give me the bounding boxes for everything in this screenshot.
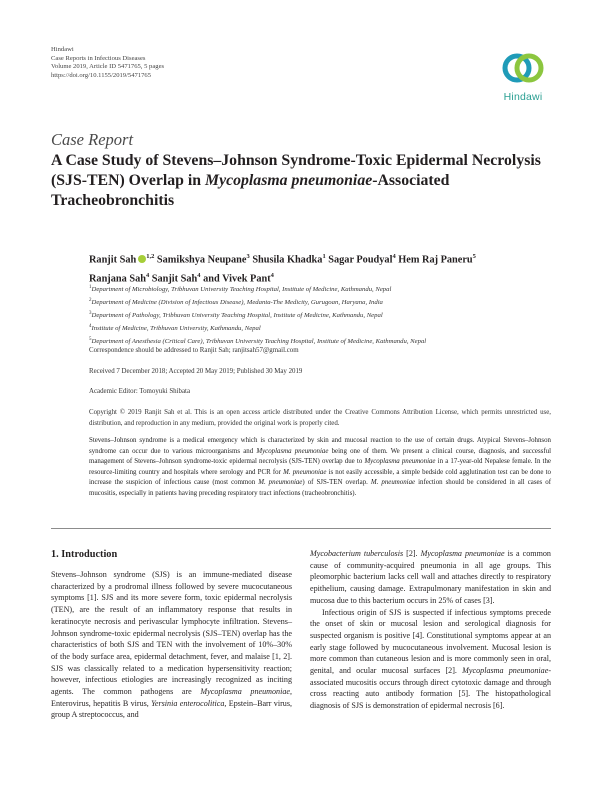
body-italic: Mycoplasma pneumoniae xyxy=(462,666,549,676)
author-list: Ranjit Sah $^{1,2}$ Samikshya Neupane$^3$ Shusila Khadka$^1$ Sagar Poudyal$^4$ Hem Raj Paneru$^5$ Ranjana Sah$^4$ Sanjit Sah$^4$ and Vivek Pant$^4$ xyxy=(89,253,476,285)
abstract xyxy=(89,436,551,499)
body-text: [2]. xyxy=(403,549,421,558)
body-italic: Yersinia enterocolitica xyxy=(151,698,225,708)
journal-meta xyxy=(51,46,164,80)
affiliation-list xyxy=(89,283,559,348)
section-divider xyxy=(51,528,551,529)
abstract-text: ) of SJS-TEN overlap. xyxy=(302,479,371,486)
abstract-italic: M. pneumoniae xyxy=(370,479,416,486)
article-title xyxy=(51,151,551,211)
author-affil: 1 xyxy=(322,253,326,260)
affiliation xyxy=(89,296,559,309)
author-name: Ranjana Sah xyxy=(89,273,146,285)
affiliation xyxy=(89,335,559,348)
abstract-italic: Mycoplasma pneumoniae xyxy=(256,447,329,455)
author-affil: 3 xyxy=(246,253,250,260)
hindawi-logo-icon xyxy=(498,50,548,86)
affiliation-number: 2 xyxy=(89,297,92,303)
publisher-name: Hindawi xyxy=(51,46,74,53)
affiliation-text: Department of Microbiology, Tribhuvan University Teaching Hospital, Institute of Medicine, Kathmandu, Nepal xyxy=(91,286,392,294)
author-name: Hem Raj Paneru xyxy=(398,254,473,266)
abstract-text: infection should be considered in all cases of mucositis, especially in patients having preceding respiratory tract infections (tracheobronchitis). xyxy=(89,479,551,497)
author-affil: 4 xyxy=(145,272,150,280)
title-part-2: -Associated Tracheobronchitis xyxy=(51,172,450,209)
affiliation xyxy=(89,322,559,335)
body-text: Infectious origin of SJS is suspected if infectious symptoms precede the onset of skin or mucosal lesion and serological diagnosis for suspected organism is positive [4]. Constitutional symptoms appear at an early stage followed by mucocutaneous involvement. Mucosal lesion is more common than cutaneous lesion and is more commonly seen in oral, genital, and ocular mucosal surfaces [2]. xyxy=(310,607,551,676)
abstract-italic: M. pneumoniae xyxy=(258,479,303,486)
abstract-text: in a 17-year-old Nepalese female. In the resource-limiting country and hospitals where serology and PCR for xyxy=(89,458,551,476)
affiliation xyxy=(89,283,559,296)
body-text: -associated mucositis occurs through direct cytotoxic damage and through cross reacting auto antibody formation [5]. The histopathological diagnosis of SJS is demonstration of epidermal necrosis [6]. xyxy=(310,666,552,711)
abstract-text: Stevens–Johnson syndrome is a medical emergency which is characterized by skin and mucosal reaction to the use of certain drugs. Atypical Stevens–Johnson syndrome can occur due to various microorganisms and xyxy=(89,437,551,455)
body-column-left xyxy=(51,549,292,721)
body-text: Stevens–Johnson syndrome (SJS) is an immune-mediated disease characterized by a prodromal illness followed by severe mucocutaneous symptoms [1]. SJS and its more severe form, toxic epidermal necrolysis (TEN), are the result of an inflammatory response that results in keratinocyte necrosis and perivascular lymphocyte infiltration. Stevens–Johnson syndrome-toxic epidermal necrolysis (SJS–TEN) overlap has the characteristics of both SJS and TEN with the involvement of 10%–30% of the body surface area, epidermal detachment, fever, and malaise [1, 2]. SJS was classically related to a medication hypersensitivity reaction; however, infectious etiologies are increasingly recognized as inciting agents. The common pathogens are xyxy=(51,570,292,697)
author-name: Shusila Khadka xyxy=(252,254,323,266)
affiliation-number: 1 xyxy=(89,285,92,290)
body-italic: Mycobacterium tuberculosis xyxy=(310,549,404,558)
affiliation-text: Department of Anesthesia (Critical Care), Tribhuvan University Teaching Hospital, Institute of Medicine, Kathmandu, Nepal xyxy=(91,337,427,345)
body-italic: Mycoplasma pneumoniae xyxy=(420,549,505,558)
section-heading: 1. Introduction xyxy=(51,549,118,560)
title-part-1: A Case Study of Stevens–Johnson Syndrome-Toxic Epidermal Necrolysis (SJS-TEN) Overlap in xyxy=(51,152,541,189)
author-name: Sagar Poudyal xyxy=(328,254,393,266)
affiliation-number: 4 xyxy=(89,323,92,329)
author-affil: 4 xyxy=(270,272,274,280)
body-text: , Enterovirus, hepatitis B virus, xyxy=(51,687,292,708)
article-type: Case Report xyxy=(51,130,134,149)
hindawi-logo xyxy=(498,50,548,103)
title-italic: Mycoplasma pneumoniae xyxy=(205,172,373,189)
body-text: , Epstein–Barr virus, group A streptococcus, and xyxy=(51,698,292,720)
abstract-italic: M. pneumoniae xyxy=(283,468,327,476)
affiliation-text: Department of Medicine (Division of Infectious Disease), Medanta-The Medicity, Gurugoan, Haryana, India xyxy=(91,299,383,307)
correspondence: Correspondence should be addressed to Ranjit Sah; ranjitsah57@gmail.com xyxy=(89,347,299,354)
author-affil: 5 xyxy=(472,253,476,260)
doi-link[interactable]: https://doi.org/10.1155/2019/5471765 xyxy=(51,71,152,79)
author-name: Sanjit Sah xyxy=(151,273,198,285)
author-name: Ranjit Sah xyxy=(89,254,137,266)
academic-editor: Academic Editor: Tomoyuki Shibata xyxy=(89,388,191,395)
body-paragraph xyxy=(310,548,551,607)
affiliation-number: 3 xyxy=(89,310,92,316)
affiliation xyxy=(89,309,559,322)
body-paragraph xyxy=(51,569,292,721)
abstract-text: is not easily accessible, a simple bedside cold agglutination test can be done to increase the suspicion of infectious cause (most common xyxy=(89,468,551,486)
license-text: Copyright © 2019 Ranjit Sah et al. This is an open access article distributed under the Creative Commons Attribution License, which permits unrestricted use, distribution, and reproduction in any medium, provided the original work is properly cited. xyxy=(89,409,551,427)
logo-label: Hindawi xyxy=(503,91,543,103)
abstract-italic: Mycoplasma pneumoniae xyxy=(364,458,436,465)
affiliation-text: Department of Pathology, Tribhuvan University Teaching Hospital, Institute of Medicine, Kathmandu, Nepal xyxy=(91,312,383,320)
body-text: is a common cause of community-acquired pneumonia in all age groups. This pleomorphic bacterium lacks cell wall and attaches directly to respiratory epithelium, causing damage. Extrapulmonary manifestation in skin and mucosa due to this bacterium occurs in 25% of cases [3]. xyxy=(310,549,551,605)
author-affil: 4 xyxy=(392,253,396,260)
dates: Received 7 December 2018; Accepted 20 May 2019; Published 30 May 2019 xyxy=(89,368,303,375)
author-affil: 1,2 xyxy=(146,253,155,260)
volume-line: Volume 2019, Article ID 5471765, 5 pages xyxy=(51,63,165,71)
affiliation-text: Institute of Medicine, Tribhuvan University, Kathmandu, Nepal xyxy=(91,325,261,333)
affiliation-number: 5 xyxy=(89,336,92,342)
author-name: Vivek Pant xyxy=(222,273,271,285)
author-name: Samikshya Neupane xyxy=(156,254,247,266)
body-italic: Mycoplasma pneumoniae xyxy=(200,687,290,697)
author-affil: 4 xyxy=(197,272,201,280)
abstract-text: being one of them. We present a clinical course, diagnosis, and successful management of Stevens–Johnson syndrome-toxic epidermal necrolysis (SJS-TEN) overlap due to xyxy=(89,447,551,465)
journal-name: Case Reports in Infectious Diseases xyxy=(51,54,146,62)
body-paragraph xyxy=(310,607,551,712)
body-column-right xyxy=(310,548,551,712)
